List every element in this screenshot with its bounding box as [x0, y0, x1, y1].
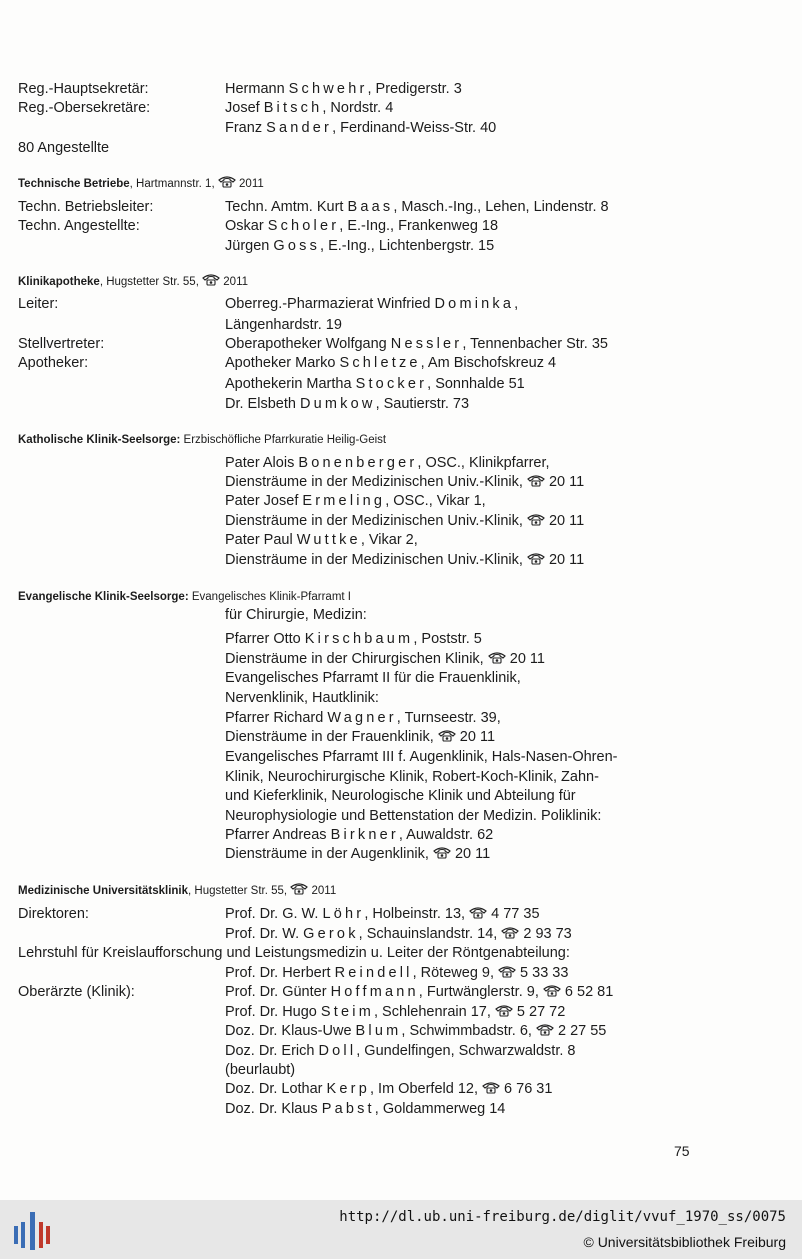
text-fragment: , Holbeinstr. 13,: [364, 906, 470, 922]
section-title: Medizinische Universitätsklinik: [18, 885, 189, 897]
text-fragment: 2011: [235, 178, 264, 190]
section-heading: [18, 588, 351, 606]
text-fragment: Längenhardstr. 19: [225, 317, 342, 333]
text-fragment: für Chirurgie, Medizin:: [225, 607, 367, 623]
person-surname: Dominka: [434, 296, 515, 312]
text-fragment: , Poststr. 5: [413, 631, 482, 647]
text-fragment: 5 33 33: [516, 965, 569, 981]
text-fragment: 4 77 35: [487, 906, 540, 922]
text-fragment: Techn. Angestellte:: [18, 218, 140, 234]
entry-text: [225, 1061, 295, 1079]
section-heading: [18, 431, 386, 449]
telephone-icon: [501, 926, 519, 939]
person-surname: Schwehr: [288, 81, 368, 97]
entry-text: [225, 630, 482, 648]
telephone-icon: [495, 1004, 513, 1017]
telephone-icon: [202, 273, 220, 286]
entry-text: [225, 964, 568, 982]
text-fragment: Pfarrer Andreas: [225, 827, 331, 843]
entry-text: [225, 217, 498, 235]
telephone-icon: [469, 906, 487, 919]
entry-label: [18, 99, 150, 117]
entry-text: [225, 1003, 565, 1021]
page-number: 75: [674, 1143, 690, 1159]
text-fragment: Neurophysiologie und Bettenstation der Medizin. Poliklinik:: [225, 808, 602, 824]
entry-text: [225, 295, 518, 313]
text-fragment: (beurlaubt): [225, 1062, 296, 1078]
text-fragment: Prof. Dr. Herbert: [225, 965, 335, 981]
text-fragment: 2 27 55: [553, 1023, 607, 1039]
telephone-icon: [438, 729, 456, 742]
text-fragment: , Masch.-Ing., Lehen, Lindenstr. 8: [393, 199, 609, 215]
person-surname: Stocker: [355, 376, 428, 392]
entry-label: [18, 198, 153, 216]
entry-text: [225, 316, 342, 334]
entry-text: [225, 768, 599, 786]
person-surname: Baas: [347, 199, 394, 215]
text-fragment: 20 11: [544, 474, 585, 490]
entry-text: [225, 237, 494, 255]
entry-label: [18, 905, 89, 923]
entry-text: [225, 748, 617, 766]
text-fragment: Doz. Dr. Lothar: [225, 1081, 327, 1097]
text-fragment: Leiter:: [18, 296, 59, 312]
text-fragment: 20 11: [544, 513, 585, 529]
telephone-icon: [482, 1081, 500, 1094]
entry-text: [225, 709, 501, 727]
text-fragment: 2011: [308, 885, 337, 897]
person-surname: Goss: [273, 238, 321, 254]
text-fragment: Doz. Dr. Erich: [225, 1043, 319, 1059]
entry-text: [225, 826, 493, 844]
text-fragment: Pater Alois: [225, 455, 299, 471]
text-fragment: 20 11: [450, 846, 491, 862]
entry-text: [225, 689, 379, 707]
entry-label: [18, 354, 88, 372]
telephone-icon: [527, 552, 545, 565]
text-fragment: , Im Oberfeld 12,: [369, 1081, 483, 1097]
person-surname: Steim: [320, 1004, 374, 1020]
text-fragment: 2011: [220, 276, 249, 288]
text-fragment: Nervenklinik, Hautklinik:: [225, 690, 379, 706]
telephone-icon: [290, 882, 308, 895]
section-title: Klinikapotheke: [18, 276, 100, 288]
person-surname: Hoffmann: [330, 984, 419, 1000]
section-heading: [18, 273, 248, 291]
entry-label: [18, 80, 149, 98]
text-fragment: , E.-Ing., Frankenweg 18: [339, 218, 499, 234]
text-fragment: Pfarrer Otto: [225, 631, 305, 647]
text-fragment: , Vikar 2,: [360, 532, 418, 548]
entry-text: [225, 512, 584, 530]
entry-text: [225, 375, 525, 393]
entry-text: [225, 1100, 505, 1118]
text-fragment: , Gundelfingen, Schwarzwaldstr. 8: [356, 1043, 576, 1059]
person-surname: Sander: [266, 120, 333, 136]
entry-text: [225, 1022, 606, 1040]
person-surname: Wagner: [327, 710, 397, 726]
text-fragment: Oberärzte (Klinik):: [18, 984, 135, 1000]
text-fragment: Prof. Dr. Hugo: [225, 1004, 321, 1020]
text-fragment: Oberapotheker Wolfgang: [225, 336, 391, 352]
person-surname: Reindell: [334, 965, 413, 981]
text-fragment: und Kieferklinik, Neurologische Klinik und Abteilung für: [225, 788, 576, 804]
text-fragment: Doz. Dr. Klaus: [225, 1101, 322, 1117]
entry-text: [225, 454, 550, 472]
text-fragment: Diensträume in der Medizinischen Univ.-Klinik,: [225, 513, 527, 529]
text-fragment: Franz: [225, 120, 267, 136]
text-fragment: Jürgen: [225, 238, 274, 254]
text-fragment: , E.-Ing., Lichtenbergstr. 15: [320, 238, 495, 254]
text-fragment: Pater Josef: [225, 493, 303, 509]
text-fragment: , OSC., Vikar 1,: [385, 493, 486, 509]
section-title: Katholische Klinik-Seelsorge:: [18, 434, 181, 446]
entry-text: [225, 807, 601, 825]
entry-text: [225, 198, 609, 216]
person-surname: Bonenberger: [298, 455, 418, 471]
text-fragment: , Sautierstr. 73: [375, 396, 470, 412]
entry-text: [225, 787, 576, 805]
telephone-icon: [527, 513, 545, 526]
text-fragment: Techn. Amtm. Kurt: [225, 199, 348, 215]
viewer-footer: [0, 1200, 802, 1259]
entry-text: [225, 80, 462, 98]
text-fragment: Pater Paul: [225, 532, 297, 548]
text-fragment: , Predigerstr. 3: [367, 81, 462, 97]
copyright-notice: © Universitätsbibliothek Freiburg: [583, 1234, 786, 1250]
text-fragment: , Furtwänglerstr. 9,: [418, 984, 543, 1000]
text-fragment: , Ferdinand-Weiss-Str. 40: [332, 120, 497, 136]
text-fragment: , Schwimmbadstr. 6,: [401, 1023, 536, 1039]
text-fragment: Reg.-Hauptsekretär:: [18, 81, 149, 97]
telephone-icon: [488, 651, 506, 664]
text-fragment: Diensträume in der Frauenklinik,: [225, 729, 438, 745]
entry-text: [225, 650, 545, 668]
text-fragment: 5 27 72: [512, 1004, 566, 1020]
text-fragment: Stellvertreter:: [18, 336, 105, 352]
entry-text: [225, 728, 495, 746]
entry-label: [18, 217, 140, 235]
person-surname: Blum: [355, 1023, 402, 1039]
person-surname: Scholer: [267, 218, 340, 234]
text-fragment: Apotheker Marko: [225, 355, 340, 371]
person-surname: Ermeling: [302, 493, 386, 509]
text-fragment: Evangelisches Pfarramt II für die Frauenklinik,: [225, 670, 521, 686]
section-heading: [18, 175, 264, 193]
text-fragment: , Schlehenrain 17,: [373, 1004, 495, 1020]
document-url-link[interactable]: http://dl.ub.uni-freiburg.de/diglit/vvuf_1970_ss/0075: [339, 1209, 786, 1225]
section-title: Evangelische Klinik-Seelsorge:: [18, 591, 189, 603]
text-fragment: , Schauinslandstr. 14,: [358, 926, 502, 942]
text-fragment: 20 11: [505, 651, 545, 667]
text-fragment: 20 11: [544, 552, 585, 568]
telephone-icon: [527, 474, 545, 487]
text-fragment: 80 Angestellte: [18, 140, 110, 156]
text-fragment: Prof. Dr. W.: [225, 926, 304, 942]
text-fragment: Lehrstuhl für Kreislaufforschung und Leistungsmedizin u. Leiter der Röntgenabteilung:: [18, 945, 570, 961]
text-fragment: Hermann: [225, 81, 289, 97]
person-surname: Wuttke: [296, 532, 361, 548]
text-fragment: Klinik, Neurochirurgische Klinik, Robert-Koch-Klinik, Zahn-: [225, 769, 599, 785]
telephone-icon: [536, 1023, 554, 1036]
entry-text: [225, 119, 496, 137]
text-fragment: Apotheker:: [18, 355, 89, 371]
text-fragment: Prof. Dr. Günter: [225, 984, 331, 1000]
person-surname: Schletze: [339, 355, 421, 371]
text-fragment: Prof. Dr. G. W.: [225, 906, 323, 922]
text-fragment: Pfarrer Richard: [225, 710, 328, 726]
entry-text: [225, 395, 469, 413]
text-fragment: Erzbischöfliche Pfarrkuratie Heilig-Geist: [180, 434, 387, 446]
person-surname: Nessler: [390, 336, 463, 352]
text-fragment: Reg.-Obersekretäre:: [18, 100, 151, 116]
entry-text: [225, 1042, 575, 1060]
text-fragment: 6 76 31: [500, 1081, 553, 1097]
text-fragment: Evangelisches Pfarramt III f. Augenklinik, Hals-Nasen-Ohren-: [225, 749, 618, 765]
text-fragment: Diensträume in der Chirurgischen Klinik,: [225, 651, 488, 667]
text-fragment: , Tennenbacher Str. 35: [462, 336, 608, 352]
entry-label: [18, 983, 135, 1001]
text-fragment: , Sonnhalde 51: [427, 376, 525, 392]
entry-text: [225, 531, 418, 549]
entry-text: [225, 925, 572, 943]
entry-text: [225, 492, 486, 510]
text-fragment: , Goldammerweg 14: [374, 1101, 506, 1117]
section-title: Technische Betriebe: [18, 178, 130, 190]
telephone-icon: [543, 984, 561, 997]
entry-text: [225, 669, 521, 687]
text-fragment: Evangelisches Klinik-Pfarramt I: [188, 591, 351, 603]
entry-text: [225, 99, 393, 117]
person-surname: Birkner: [330, 827, 399, 843]
text-fragment: , Röteweg 9,: [412, 965, 499, 981]
text-fragment: Diensträume in der Medizinischen Univ.-Klinik,: [225, 474, 527, 490]
entry-text: [225, 983, 613, 1001]
entry-text: [225, 1080, 552, 1098]
text-fragment: Diensträume in der Augenklinik,: [225, 846, 433, 862]
text-fragment: , Turnseestr. 39,: [396, 710, 501, 726]
ub-freiburg-logo-icon: [12, 1210, 52, 1252]
person-surname: Löhr: [322, 906, 365, 922]
telephone-icon: [433, 846, 451, 859]
entry-text: [225, 606, 367, 624]
text-fragment: Oberreg.-Pharmazierat Winfried: [225, 296, 435, 312]
text-fragment: ,: [514, 296, 519, 312]
text-fragment: , Hugstetter Str. 55,: [188, 885, 291, 897]
text-fragment: 20 11: [455, 729, 496, 745]
person-surname: Kerp: [326, 1081, 370, 1097]
person-surname: Pabst: [321, 1101, 375, 1117]
entry-label: [18, 335, 104, 353]
person-surname: Doll: [318, 1043, 357, 1059]
entry-label: [18, 295, 58, 313]
entry-text: [225, 335, 608, 353]
person-surname: Dumkow: [299, 396, 376, 412]
text-fragment: Doz. Dr. Klaus-Uwe: [225, 1023, 356, 1039]
text-fragment: Dr. Elsbeth: [225, 396, 300, 412]
text-fragment: , Hugstetter Str. 55,: [99, 276, 203, 288]
text-fragment: , OSC., Klinikpfarrer,: [417, 455, 550, 471]
text-fragment: , Auwaldstr. 62: [398, 827, 494, 843]
person-surname: Kirschbaum: [304, 631, 414, 647]
text-fragment: Direktoren:: [18, 906, 89, 922]
telephone-icon: [218, 175, 236, 188]
entry-text: [225, 551, 584, 569]
text-fragment: , Nordstr. 4: [322, 100, 394, 116]
text-fragment: Josef: [225, 100, 264, 116]
text-fragment: Apothekerin Martha: [225, 376, 356, 392]
entry-text: [18, 944, 570, 962]
text-fragment: , Am Bischofskreuz 4: [420, 355, 557, 371]
person-surname: Bitsch: [263, 100, 323, 116]
person-surname: Gerok: [303, 926, 359, 942]
text-fragment: 2 93 73: [519, 926, 572, 942]
entry-text: [225, 845, 490, 863]
text-fragment: Diensträume in der Medizinischen Univ.-Klinik,: [225, 552, 527, 568]
entry-text: [225, 354, 556, 372]
text-fragment: Oskar: [225, 218, 268, 234]
entry-text: [225, 473, 584, 491]
text-fragment: Techn. Betriebsleiter:: [18, 199, 154, 215]
text-fragment: , Hartmannstr. 1,: [129, 178, 218, 190]
entry-text: [225, 905, 540, 923]
entry-label: [18, 139, 109, 157]
section-heading: [18, 882, 336, 900]
text-fragment: 6 52 81: [560, 984, 614, 1000]
telephone-icon: [498, 965, 516, 978]
